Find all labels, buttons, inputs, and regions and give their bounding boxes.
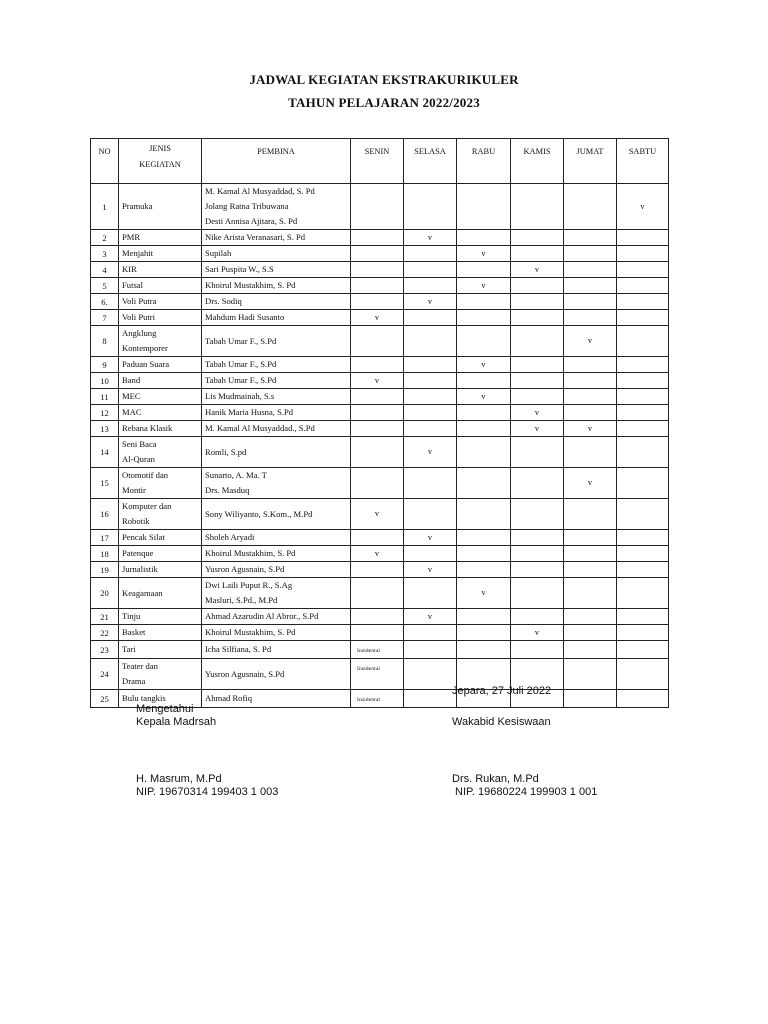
cell-senin: [351, 437, 404, 468]
table-row: [91, 184, 669, 230]
cell-rabu: [457, 609, 511, 625]
cell-senin: [351, 184, 404, 230]
cell-pembina: Dwi Laili Puput R., S.Ag Masluri, S.Pd., M.Pd: [202, 578, 351, 609]
table-row: [91, 373, 669, 389]
cell-rabu: v: [457, 389, 511, 405]
cell-no: 18: [91, 546, 119, 562]
cell-rabu: [457, 468, 511, 499]
cell-jumat: [564, 530, 617, 546]
table-row: [91, 546, 669, 562]
cell-kamis: [511, 546, 564, 562]
table-row: [91, 230, 669, 246]
cell-kegiatan: Voli Putra: [119, 294, 202, 310]
cell-rabu: v: [457, 246, 511, 262]
cell-kegiatan: Band: [119, 373, 202, 389]
cell-sabtu: [617, 246, 669, 262]
cell-selasa: [404, 389, 457, 405]
cell-senin: [351, 326, 404, 357]
cell-rabu: [457, 294, 511, 310]
cell-sabtu: [617, 389, 669, 405]
cell-rabu: [457, 499, 511, 530]
cell-sabtu: [617, 468, 669, 499]
cell-senin: [351, 578, 404, 609]
cell-pembina: Mahdum Hadi Susanto: [202, 310, 351, 326]
cell-selasa: [404, 690, 457, 708]
cell-jumat: [564, 262, 617, 278]
cell-kegiatan: Pramuka: [119, 184, 202, 230]
cell-jumat: [564, 562, 617, 578]
cell-senin: v: [351, 310, 404, 326]
header-senin: SENIN: [351, 139, 404, 184]
cell-sabtu: [617, 625, 669, 641]
cell-rabu: [457, 530, 511, 546]
cell-kamis: [511, 357, 564, 373]
cell-kegiatan: Seni Baca Al-Quran: [119, 437, 202, 468]
cell-kamis: [511, 310, 564, 326]
cell-senin: [351, 625, 404, 641]
cell-jumat: [564, 357, 617, 373]
cell-sabtu: [617, 421, 669, 437]
cell-no: 1: [91, 184, 119, 230]
cell-kegiatan: Pencak Silat: [119, 530, 202, 546]
cell-jumat: v: [564, 468, 617, 499]
cell-jumat: [564, 437, 617, 468]
cell-senin: [351, 421, 404, 437]
cell-senin: [351, 262, 404, 278]
cell-selasa: [404, 246, 457, 262]
cell-no: 4: [91, 262, 119, 278]
cell-kegiatan: Patenque: [119, 546, 202, 562]
cell-rabu: [457, 562, 511, 578]
cell-rabu: [457, 326, 511, 357]
cell-selasa: [404, 468, 457, 499]
cell-kamis: [511, 373, 564, 389]
cell-pembina: Supilah: [202, 246, 351, 262]
cell-jumat: [564, 246, 617, 262]
table-row: [91, 405, 669, 421]
cell-kamis: [511, 326, 564, 357]
cell-sabtu: [617, 310, 669, 326]
cell-jumat: [564, 659, 617, 690]
cell-sabtu: [617, 499, 669, 530]
cell-jumat: [564, 278, 617, 294]
cell-senin: Insidental: [351, 641, 404, 659]
cell-pembina: Yusron Agusnain, S.Pd: [202, 659, 351, 690]
cell-selasa: [404, 184, 457, 230]
table-row: [91, 625, 669, 641]
cell-no: 20: [91, 578, 119, 609]
cell-kegiatan: Bulu tangkis: [119, 690, 202, 708]
cell-no: 10: [91, 373, 119, 389]
cell-kegiatan: Rebana Klasik: [119, 421, 202, 437]
cell-senin: [351, 468, 404, 499]
cell-sabtu: [617, 690, 669, 708]
cell-kegiatan: Basket: [119, 625, 202, 641]
cell-kegiatan: Teater dan Drama: [119, 659, 202, 690]
cell-sabtu: [617, 230, 669, 246]
cell-selasa: [404, 625, 457, 641]
cell-selasa: v: [404, 437, 457, 468]
header-rabu: RABU: [457, 139, 511, 184]
cell-jumat: [564, 310, 617, 326]
cell-kamis: v: [511, 262, 564, 278]
cell-senin: [351, 389, 404, 405]
cell-rabu: [457, 230, 511, 246]
header-selasa: SELASA: [404, 139, 457, 184]
cell-rabu: [457, 546, 511, 562]
cell-senin: [351, 246, 404, 262]
cell-kegiatan: KIR: [119, 262, 202, 278]
cell-kegiatan: Otomotif dan Montir: [119, 468, 202, 499]
vice-principal-nip: NIP. 19680224 199903 1 001: [455, 786, 598, 798]
cell-no: 21: [91, 609, 119, 625]
cell-kamis: [511, 437, 564, 468]
cell-selasa: v: [404, 609, 457, 625]
cell-kamis: [511, 468, 564, 499]
cell-kamis: [511, 230, 564, 246]
cell-pembina: Drs. Sodiq: [202, 294, 351, 310]
cell-senin: [351, 357, 404, 373]
cell-selasa: [404, 357, 457, 373]
cell-jumat: v: [564, 326, 617, 357]
cell-jumat: [564, 546, 617, 562]
cell-pembina: Khoirul Mustakhim, S. Pd: [202, 546, 351, 562]
cell-selasa: [404, 421, 457, 437]
cell-selasa: [404, 659, 457, 690]
cell-sabtu: [617, 405, 669, 421]
cell-jumat: [564, 294, 617, 310]
table-row: [91, 562, 669, 578]
cell-kamis: [511, 278, 564, 294]
cell-sabtu: [617, 326, 669, 357]
cell-jumat: [564, 625, 617, 641]
cell-rabu: [457, 641, 511, 659]
cell-kegiatan: Keagamaan: [119, 578, 202, 609]
cell-senin: [351, 278, 404, 294]
cell-selasa: [404, 499, 457, 530]
cell-sabtu: [617, 530, 669, 546]
cell-kegiatan: Tari: [119, 641, 202, 659]
cell-sabtu: [617, 373, 669, 389]
cell-sabtu: [617, 659, 669, 690]
cell-rabu: v: [457, 578, 511, 609]
cell-kegiatan: Jurnalistik: [119, 562, 202, 578]
cell-selasa: [404, 310, 457, 326]
header-pembina: PEMBINA: [202, 139, 351, 184]
cell-pembina: Hanik Maria Husna, S.Pd: [202, 405, 351, 421]
cell-kamis: [511, 530, 564, 546]
cell-sabtu: v: [617, 184, 669, 230]
cell-selasa: v: [404, 294, 457, 310]
cell-pembina: Sholeh Aryadi: [202, 530, 351, 546]
cell-selasa: [404, 262, 457, 278]
headmaster-title: Kepala Madrsah: [136, 716, 217, 728]
cell-pembina: Yusron Agusnain, S.Pd: [202, 562, 351, 578]
cell-pembina: Sari Puspita W., S.S: [202, 262, 351, 278]
cell-kamis: [511, 499, 564, 530]
cell-selasa: [404, 405, 457, 421]
cell-kamis: [511, 562, 564, 578]
place-date: Jepara, 27 Juli 2022: [452, 685, 552, 697]
cell-senin: Insidental: [351, 690, 404, 708]
cell-jumat: [564, 405, 617, 421]
cell-kamis: [511, 294, 564, 310]
cell-no: 7: [91, 310, 119, 326]
cell-pembina: Tabah Umar F., S.Pd: [202, 373, 351, 389]
table-row: [91, 310, 669, 326]
cell-jumat: v: [564, 421, 617, 437]
cell-pembina: Ahmad Azarudin Al Abror., S.Pd: [202, 609, 351, 625]
cell-no: 13: [91, 421, 119, 437]
cell-kamis: v: [511, 625, 564, 641]
cell-jumat: [564, 389, 617, 405]
cell-no: 15: [91, 468, 119, 499]
cell-no: 17: [91, 530, 119, 546]
cell-jumat: [564, 690, 617, 708]
cell-kegiatan: Tinju: [119, 609, 202, 625]
cell-jumat: [564, 184, 617, 230]
cell-kamis: [511, 641, 564, 659]
cell-kamis: [511, 389, 564, 405]
cell-senin: v: [351, 546, 404, 562]
cell-jumat: [564, 609, 617, 625]
cell-kegiatan: Paduan Suara: [119, 357, 202, 373]
cell-rabu: [457, 373, 511, 389]
cell-senin: v: [351, 499, 404, 530]
cell-rabu: [457, 184, 511, 230]
cell-no: 23: [91, 641, 119, 659]
cell-sabtu: [617, 357, 669, 373]
cell-jumat: [564, 578, 617, 609]
document-title: JADWAL KEGIATAN EKSTRAKURIKULER: [249, 72, 519, 87]
cell-selasa: [404, 326, 457, 357]
cell-rabu: [457, 310, 511, 326]
table-row: [91, 437, 669, 468]
header-kamis: KAMIS: [511, 139, 564, 184]
table-row: [91, 421, 669, 437]
cell-kamis: [511, 578, 564, 609]
cell-kamis: [511, 184, 564, 230]
cell-selasa: v: [404, 562, 457, 578]
cell-pembina: Romli, S.pd: [202, 437, 351, 468]
cell-senin: [351, 405, 404, 421]
cell-rabu: [457, 421, 511, 437]
cell-kegiatan: Angklung Kontemporer: [119, 326, 202, 357]
cell-senin: [351, 609, 404, 625]
cell-jumat: [564, 499, 617, 530]
cell-rabu: [457, 405, 511, 421]
cell-rabu: [457, 625, 511, 641]
cell-jumat: [564, 230, 617, 246]
cell-no: 5: [91, 278, 119, 294]
cell-senin: v: [351, 373, 404, 389]
cell-selasa: [404, 641, 457, 659]
table-row: [91, 609, 669, 625]
header-jumat: JUMAT: [564, 139, 617, 184]
cell-sabtu: [617, 546, 669, 562]
cell-no: 25: [91, 690, 119, 708]
cell-sabtu: [617, 562, 669, 578]
cell-sabtu: [617, 437, 669, 468]
cell-kegiatan: Voli Putri: [119, 310, 202, 326]
table-row: [91, 468, 669, 499]
cell-pembina: Tabah Umar F., S.Pd: [202, 326, 351, 357]
cell-senin: Insidental: [351, 659, 404, 690]
cell-rabu: v: [457, 278, 511, 294]
cell-kegiatan: MEC: [119, 389, 202, 405]
table-row: [91, 578, 669, 609]
table-row: [91, 499, 669, 530]
cell-kamis: v: [511, 421, 564, 437]
cell-no: 3: [91, 246, 119, 262]
cell-senin: [351, 562, 404, 578]
cell-pembina: M. Kamal Al Musyaddad., S.Pd: [202, 421, 351, 437]
cell-kamis: v: [511, 405, 564, 421]
cell-senin: [351, 530, 404, 546]
cell-rabu: v: [457, 357, 511, 373]
cell-pembina: Lis Mudmainah, S.s: [202, 389, 351, 405]
cell-no: 9: [91, 357, 119, 373]
vice-principal-name: Drs. Rukan, M.Pd: [452, 773, 539, 785]
cell-no: 22: [91, 625, 119, 641]
cell-pembina: Sony Wiliyanto, S.Kom., M.Pd: [202, 499, 351, 530]
cell-sabtu: [617, 278, 669, 294]
cell-pembina: Nike Arista Veranasari, S. Pd: [202, 230, 351, 246]
vice-principal-title: Wakabid Kesiswaan: [452, 716, 551, 728]
cell-no: 19: [91, 562, 119, 578]
cell-sabtu: [617, 641, 669, 659]
cell-rabu: [457, 437, 511, 468]
cell-rabu: [457, 262, 511, 278]
header-jenis-kegiatan: JENIS KEGIATAN: [119, 139, 202, 184]
cell-sabtu: [617, 609, 669, 625]
cell-kegiatan: PMR: [119, 230, 202, 246]
cell-pembina: Ahmad Rofiq: [202, 690, 351, 708]
cell-kegiatan: MAC: [119, 405, 202, 421]
table-row: [91, 357, 669, 373]
table-header-row: [91, 139, 669, 184]
table-row: [91, 246, 669, 262]
cell-kegiatan: Menjahit: [119, 246, 202, 262]
cell-kamis: [511, 246, 564, 262]
cell-no: 6.: [91, 294, 119, 310]
cell-jumat: [564, 641, 617, 659]
headmaster-name: H. Masrum, M.Pd: [136, 773, 222, 785]
acknowledged-label: Mengetahui: [136, 703, 194, 715]
cell-pembina: Khoirul Mustakhim, S. Pd: [202, 278, 351, 294]
cell-no: 12: [91, 405, 119, 421]
document-subtitle: TAHUN PELAJARAN 2022/2023: [288, 95, 480, 110]
cell-selasa: [404, 373, 457, 389]
cell-selasa: [404, 278, 457, 294]
table-row: [91, 389, 669, 405]
cell-kegiatan: Komputer dan Robotik: [119, 499, 202, 530]
cell-selasa: v: [404, 230, 457, 246]
cell-pembina: Sunarto, A. Ma. T Drs. Masduq: [202, 468, 351, 499]
table-row: [91, 278, 669, 294]
cell-jumat: [564, 373, 617, 389]
cell-senin: [351, 294, 404, 310]
cell-pembina: Khoirul Mustakhim, S. Pd: [202, 625, 351, 641]
headmaster-nip: NIP. 19670314 199403 1 003: [136, 786, 279, 798]
cell-sabtu: [617, 578, 669, 609]
cell-sabtu: [617, 294, 669, 310]
cell-sabtu: [617, 262, 669, 278]
cell-kegiatan: Futsal: [119, 278, 202, 294]
table-row: [91, 641, 669, 659]
table-row: [91, 659, 669, 690]
schedule-table: [90, 138, 669, 708]
cell-no: 24: [91, 659, 119, 690]
cell-kamis: [511, 609, 564, 625]
cell-no: 11: [91, 389, 119, 405]
table-row: [91, 326, 669, 357]
header-no: NO: [91, 139, 119, 184]
table-row: [91, 530, 669, 546]
header-sabtu: SABTU: [617, 139, 669, 184]
cell-senin: [351, 230, 404, 246]
cell-no: 8: [91, 326, 119, 357]
cell-pembina: Tabah Umar F., S.Pd: [202, 357, 351, 373]
cell-pembina: Icha Silfiana, S. Pd: [202, 641, 351, 659]
table-row: [91, 262, 669, 278]
cell-no: 16: [91, 499, 119, 530]
cell-selasa: [404, 578, 457, 609]
cell-no: 14: [91, 437, 119, 468]
table-row: [91, 294, 669, 310]
cell-no: 2: [91, 230, 119, 246]
cell-selasa: [404, 546, 457, 562]
cell-selasa: v: [404, 530, 457, 546]
cell-pembina: M. Kamal Al Musyaddad, S. Pd Jolang Ratna Tribuwana Desti Annisa Ajitara, S. Pd: [202, 184, 351, 230]
